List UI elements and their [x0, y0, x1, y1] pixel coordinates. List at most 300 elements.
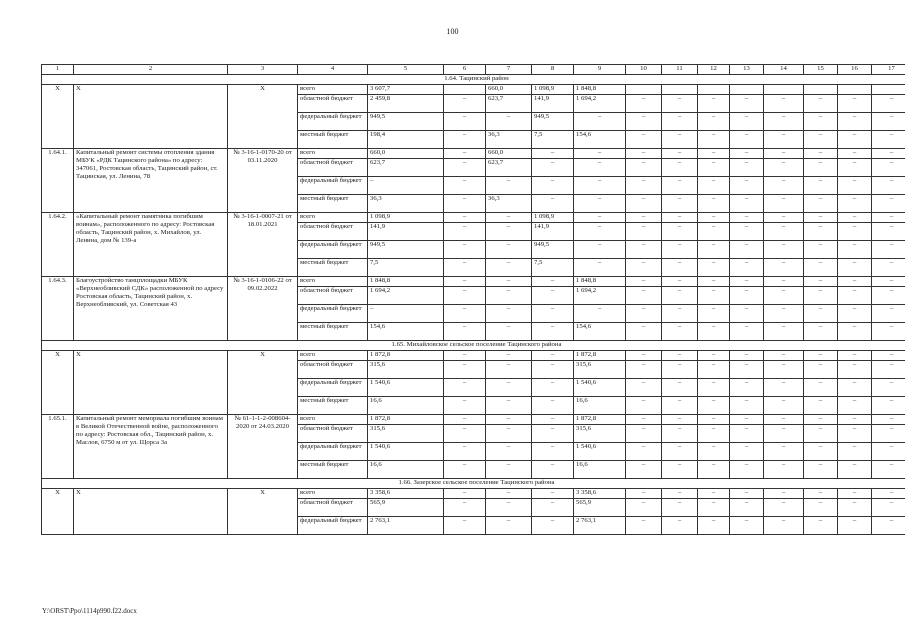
budget-type: всего [298, 277, 368, 287]
value-cell: – [626, 305, 662, 323]
value-cell: – [698, 131, 730, 149]
file-path-footer: Y:\ORST\Ppo\1114p990.f22.docx [42, 607, 137, 615]
value-cell: – [730, 277, 764, 287]
value-cell: 16,6 [574, 461, 626, 479]
value-cell: – [662, 305, 698, 323]
value-cell [444, 85, 486, 95]
value-cell: – [532, 305, 574, 323]
value-cell: – [662, 397, 698, 415]
value-cell: – [764, 259, 804, 277]
budget-type: областной бюджет [298, 287, 368, 305]
value-cell: – [730, 461, 764, 479]
value-cell: – [626, 113, 662, 131]
value-cell: 1 872,8 [368, 415, 444, 425]
value-cell: – [444, 287, 486, 305]
value-cell [838, 85, 872, 95]
budget-type: областной бюджет [298, 361, 368, 379]
value-cell: – [698, 305, 730, 323]
value-cell: – [804, 517, 838, 535]
budget-type: местный бюджет [298, 461, 368, 479]
value-cell: – [444, 113, 486, 131]
value-cell: – [698, 223, 730, 241]
value-cell: 16,6 [368, 397, 444, 415]
value-cell: – [872, 305, 905, 323]
value-cell: – [838, 517, 872, 535]
value-cell: – [626, 149, 662, 159]
item-code: 1.64.1. [42, 149, 74, 213]
value-cell: – [444, 489, 486, 499]
value-cell: – [804, 95, 838, 113]
value-cell: – [444, 223, 486, 241]
budget-type: местный бюджет [298, 323, 368, 341]
value-cell: – [872, 195, 905, 213]
value-cell: – [662, 159, 698, 177]
value-cell: – [838, 489, 872, 499]
value-cell: – [730, 517, 764, 535]
value-cell: – [444, 277, 486, 287]
value-cell: – [730, 415, 764, 425]
value-cell [626, 85, 662, 95]
item-name: Х [74, 85, 228, 149]
value-cell: – [804, 499, 838, 517]
item-name: Х [74, 489, 228, 535]
value-cell: – [804, 287, 838, 305]
value-cell: – [626, 177, 662, 195]
value-cell: – [486, 287, 532, 305]
value-cell: 565,9 [368, 499, 444, 517]
value-cell: – [486, 415, 532, 425]
value-cell: – [662, 415, 698, 425]
value-cell: 660,0 [486, 85, 532, 95]
header-row [42, 65, 905, 75]
value-cell: – [764, 517, 804, 535]
section-title: 1.66. Зазерское сельское поселение Тацинского района [42, 479, 905, 489]
budget-type: областной бюджет [298, 499, 368, 517]
value-cell: – [730, 287, 764, 305]
value-cell: 154,6 [368, 323, 444, 341]
column-header: 14 [764, 65, 804, 75]
value-cell: 16,6 [574, 397, 626, 415]
value-cell: – [626, 361, 662, 379]
value-cell: – [698, 499, 730, 517]
value-cell: – [662, 425, 698, 443]
value-cell: 2 459,8 [368, 95, 444, 113]
item-document: № 3-16-1-0170-20 от 03.11.2020 [228, 149, 298, 213]
item-name: Капитальный ремонт мемориала погибшим воинам в Великой Отечественной войне, расположенного по адресу: Ростовская обл., Тацинский район, х. Маслов, 6750 м от ул. Щорса 3а [74, 415, 228, 479]
value-cell: – [872, 415, 905, 425]
value-cell: – [486, 259, 532, 277]
value-cell: – [804, 223, 838, 241]
column-header: 3 [228, 65, 298, 75]
item-document: Х [228, 489, 298, 535]
value-cell: – [662, 517, 698, 535]
value-cell: – [838, 287, 872, 305]
value-cell: – [662, 351, 698, 361]
value-cell: – [698, 461, 730, 479]
column-header: 1 [42, 65, 74, 75]
value-cell: – [730, 443, 764, 461]
value-cell: – [838, 95, 872, 113]
value-cell: 1 872,8 [574, 351, 626, 361]
value-cell: – [662, 195, 698, 213]
value-cell: 141,9 [532, 95, 574, 113]
value-cell: 198,4 [368, 131, 444, 149]
value-cell: – [838, 425, 872, 443]
value-cell: – [662, 213, 698, 223]
value-cell: 154,6 [574, 131, 626, 149]
value-cell: – [698, 287, 730, 305]
value-cell: – [574, 177, 626, 195]
value-cell: – [872, 361, 905, 379]
value-cell: – [486, 425, 532, 443]
value-cell: – [626, 397, 662, 415]
value-cell: – [764, 499, 804, 517]
value-cell: – [838, 213, 872, 223]
value-cell: 36,3 [486, 131, 532, 149]
value-cell: – [662, 361, 698, 379]
value-cell: – [698, 415, 730, 425]
column-header: 5 [368, 65, 444, 75]
value-cell: – [574, 159, 626, 177]
value-cell: – [486, 305, 532, 323]
value-cell: – [764, 241, 804, 259]
item-code: Х [42, 351, 74, 415]
value-cell: 1 848,8 [574, 85, 626, 95]
table-row [42, 489, 905, 499]
value-cell: 623,7 [486, 95, 532, 113]
value-cell: – [698, 397, 730, 415]
value-cell: – [574, 305, 626, 323]
value-cell: – [662, 223, 698, 241]
value-cell: 36,3 [368, 195, 444, 213]
value-cell: – [872, 213, 905, 223]
value-cell: – [626, 323, 662, 341]
value-cell: – [574, 149, 626, 159]
value-cell: – [872, 379, 905, 397]
value-cell: – [804, 379, 838, 397]
value-cell: – [804, 259, 838, 277]
value-cell: – [698, 425, 730, 443]
value-cell: – [698, 241, 730, 259]
value-cell: – [730, 241, 764, 259]
value-cell: – [662, 149, 698, 159]
value-cell: – [764, 149, 804, 159]
value-cell: – [626, 415, 662, 425]
value-cell: 315,6 [574, 425, 626, 443]
value-cell: – [662, 489, 698, 499]
column-header: 17 [872, 65, 905, 75]
value-cell: – [872, 443, 905, 461]
value-cell: – [574, 113, 626, 131]
value-cell: – [532, 323, 574, 341]
value-cell: – [804, 213, 838, 223]
value-cell: – [764, 425, 804, 443]
value-cell: 1 540,6 [574, 443, 626, 461]
value-cell: 3 358,6 [368, 489, 444, 499]
value-cell: – [444, 305, 486, 323]
value-cell: – [730, 499, 764, 517]
value-cell: – [698, 159, 730, 177]
budget-type: областной бюджет [298, 159, 368, 177]
value-cell: – [764, 195, 804, 213]
value-cell: – [698, 361, 730, 379]
value-cell: – [804, 241, 838, 259]
budget-type: федеральный бюджет [298, 241, 368, 259]
column-header: 15 [804, 65, 838, 75]
value-cell: – [486, 499, 532, 517]
value-cell: 949,5 [368, 241, 444, 259]
value-cell: – [698, 95, 730, 113]
value-cell: – [872, 517, 905, 535]
value-cell: – [730, 489, 764, 499]
value-cell: 1 872,8 [574, 415, 626, 425]
value-cell: – [532, 149, 574, 159]
value-cell: – [730, 195, 764, 213]
value-cell: – [626, 223, 662, 241]
budget-type: федеральный бюджет [298, 177, 368, 195]
item-name: «Капитальный ремонт памятника погибшим воинам», расположенного по адресу: Ростовская область, Тацинский район, х. Михайлов, ул. Ленина, дом № 139-а [74, 213, 228, 277]
budget-type: федеральный бюджет [298, 517, 368, 535]
value-cell: – [730, 305, 764, 323]
value-cell: – [872, 223, 905, 241]
value-cell: – [662, 259, 698, 277]
value-cell: – [804, 425, 838, 443]
value-cell: – [662, 461, 698, 479]
value-cell: – [838, 397, 872, 415]
value-cell: – [804, 195, 838, 213]
value-cell: – [486, 277, 532, 287]
value-cell: – [730, 213, 764, 223]
value-cell: – [838, 149, 872, 159]
table-row [42, 277, 905, 287]
value-cell: 623,7 [486, 159, 532, 177]
value-cell: – [730, 113, 764, 131]
budget-type: местный бюджет [298, 259, 368, 277]
budget-type: местный бюджет [298, 131, 368, 149]
value-cell: – [626, 241, 662, 259]
item-name: Благоустройство танцплощадки МБУК «Верхнеобливский СДК» расположенной по адресу Ростовская область, Тацинский район, х. Верхнеобливский, ул. Советская 43 [74, 277, 228, 341]
value-cell: – [486, 113, 532, 131]
budget-type: федеральный бюджет [298, 443, 368, 461]
item-document: № 61-1-1-2-008604-2020 от 24.03.2020 [228, 415, 298, 479]
budget-type: всего [298, 149, 368, 159]
value-cell: – [444, 95, 486, 113]
value-cell: 1 872,8 [368, 351, 444, 361]
value-cell: 1 540,6 [368, 379, 444, 397]
value-cell: – [698, 443, 730, 461]
value-cell: – [872, 499, 905, 517]
value-cell: – [872, 259, 905, 277]
value-cell: – [804, 397, 838, 415]
value-cell: – [838, 499, 872, 517]
value-cell: – [804, 131, 838, 149]
value-cell: – [444, 241, 486, 259]
value-cell: – [626, 277, 662, 287]
value-cell: – [698, 323, 730, 341]
table-row [42, 415, 905, 425]
value-cell: – [574, 259, 626, 277]
value-cell: – [444, 379, 486, 397]
section-row [42, 75, 905, 85]
budget-type: федеральный бюджет [298, 379, 368, 397]
column-header: 2 [74, 65, 228, 75]
item-document: № 3-16-1-0106-22 от 09.02.2022 [228, 277, 298, 341]
column-header: 6 [444, 65, 486, 75]
value-cell: 16,6 [368, 461, 444, 479]
value-cell: – [444, 131, 486, 149]
value-cell: – [626, 443, 662, 461]
value-cell: 1 848,8 [574, 277, 626, 287]
budget-type: всего [298, 213, 368, 223]
value-cell: – [662, 499, 698, 517]
value-cell: – [804, 159, 838, 177]
value-cell: – [698, 277, 730, 287]
value-cell: – [730, 351, 764, 361]
value-cell: – [872, 131, 905, 149]
value-cell: – [574, 223, 626, 241]
section-row [42, 341, 905, 351]
value-cell: – [662, 379, 698, 397]
value-cell: – [532, 287, 574, 305]
item-document: Х [228, 351, 298, 415]
value-cell: – [698, 379, 730, 397]
value-cell: – [662, 277, 698, 287]
value-cell [872, 85, 905, 95]
value-cell: – [764, 443, 804, 461]
value-cell: – [532, 351, 574, 361]
value-cell: – [730, 131, 764, 149]
column-header: 11 [662, 65, 698, 75]
value-cell: – [838, 379, 872, 397]
value-cell: – [804, 305, 838, 323]
value-cell: – [486, 223, 532, 241]
value-cell: – [626, 159, 662, 177]
value-cell: – [486, 351, 532, 361]
value-cell: – [764, 397, 804, 415]
value-cell [698, 85, 730, 95]
value-cell: 1 694,2 [368, 287, 444, 305]
column-header: 12 [698, 65, 730, 75]
value-cell: – [764, 113, 804, 131]
value-cell: – [804, 177, 838, 195]
value-cell: – [444, 323, 486, 341]
value-cell: – [662, 95, 698, 113]
item-code: 1.64.2. [42, 213, 74, 277]
value-cell: – [626, 259, 662, 277]
value-cell: 3 358,6 [574, 489, 626, 499]
value-cell: – [730, 397, 764, 415]
value-cell: – [532, 461, 574, 479]
value-cell: – [804, 489, 838, 499]
value-cell: – [764, 159, 804, 177]
value-cell: – [486, 397, 532, 415]
value-cell: – [486, 213, 532, 223]
value-cell: – [532, 489, 574, 499]
value-cell: – [804, 461, 838, 479]
value-cell: 141,9 [532, 223, 574, 241]
value-cell: – [764, 213, 804, 223]
value-cell: – [532, 159, 574, 177]
budget-type: федеральный бюджет [298, 113, 368, 131]
value-cell: – [804, 277, 838, 287]
budget-type: федеральный бюджет [298, 305, 368, 323]
value-cell: – [698, 149, 730, 159]
value-cell: – [626, 351, 662, 361]
value-cell: – [838, 305, 872, 323]
value-cell: – [486, 489, 532, 499]
value-cell: – [444, 425, 486, 443]
value-cell: 1 098,9 [532, 85, 574, 95]
value-cell: – [574, 195, 626, 213]
value-cell: – [486, 241, 532, 259]
value-cell: – [804, 113, 838, 131]
value-cell: 315,6 [574, 361, 626, 379]
value-cell: – [804, 415, 838, 425]
value-cell: – [662, 241, 698, 259]
value-cell: – [444, 415, 486, 425]
column-header: 13 [730, 65, 764, 75]
item-document: Х [228, 85, 298, 149]
value-cell: 949,5 [532, 113, 574, 131]
value-cell: – [626, 287, 662, 305]
value-cell: 949,5 [532, 241, 574, 259]
value-cell: – [730, 379, 764, 397]
budget-type: местный бюджет [298, 397, 368, 415]
value-cell: – [662, 323, 698, 341]
budget-type: всего [298, 351, 368, 361]
value-cell: – [838, 351, 872, 361]
value-cell: – [532, 415, 574, 425]
column-header: 4 [298, 65, 368, 75]
value-cell: – [532, 425, 574, 443]
value-cell: – [444, 159, 486, 177]
value-cell: – [764, 177, 804, 195]
value-cell: 660,0 [368, 149, 444, 159]
value-cell: 1 098,9 [368, 213, 444, 223]
value-cell: 1 098,9 [532, 213, 574, 223]
value-cell: – [730, 149, 764, 159]
budget-type: областной бюджет [298, 223, 368, 241]
value-cell: – [486, 361, 532, 379]
budget-type: всего [298, 85, 368, 95]
value-cell: – [444, 259, 486, 277]
value-cell: – [444, 461, 486, 479]
value-cell: – [626, 425, 662, 443]
value-cell: – [532, 277, 574, 287]
value-cell: – [764, 95, 804, 113]
section-title: 1.65. Михайловское сельское поселение Тацинского района [42, 341, 905, 351]
item-name: Х [74, 351, 228, 415]
value-cell: – [872, 149, 905, 159]
value-cell: – [872, 287, 905, 305]
value-cell: – [872, 177, 905, 195]
value-cell: – [532, 517, 574, 535]
value-cell: – [444, 361, 486, 379]
table-row [42, 213, 905, 223]
value-cell: – [838, 361, 872, 379]
budget-type: областной бюджет [298, 95, 368, 113]
value-cell: – [730, 177, 764, 195]
value-cell: – [626, 213, 662, 223]
value-cell: – [626, 499, 662, 517]
value-cell: – [444, 177, 486, 195]
value-cell: – [872, 489, 905, 499]
value-cell: – [698, 259, 730, 277]
value-cell: 36,3 [486, 195, 532, 213]
item-document: № 3-16-1-0007-21 от 18.01.2021 [228, 213, 298, 277]
value-cell: – [532, 361, 574, 379]
value-cell: – [838, 113, 872, 131]
